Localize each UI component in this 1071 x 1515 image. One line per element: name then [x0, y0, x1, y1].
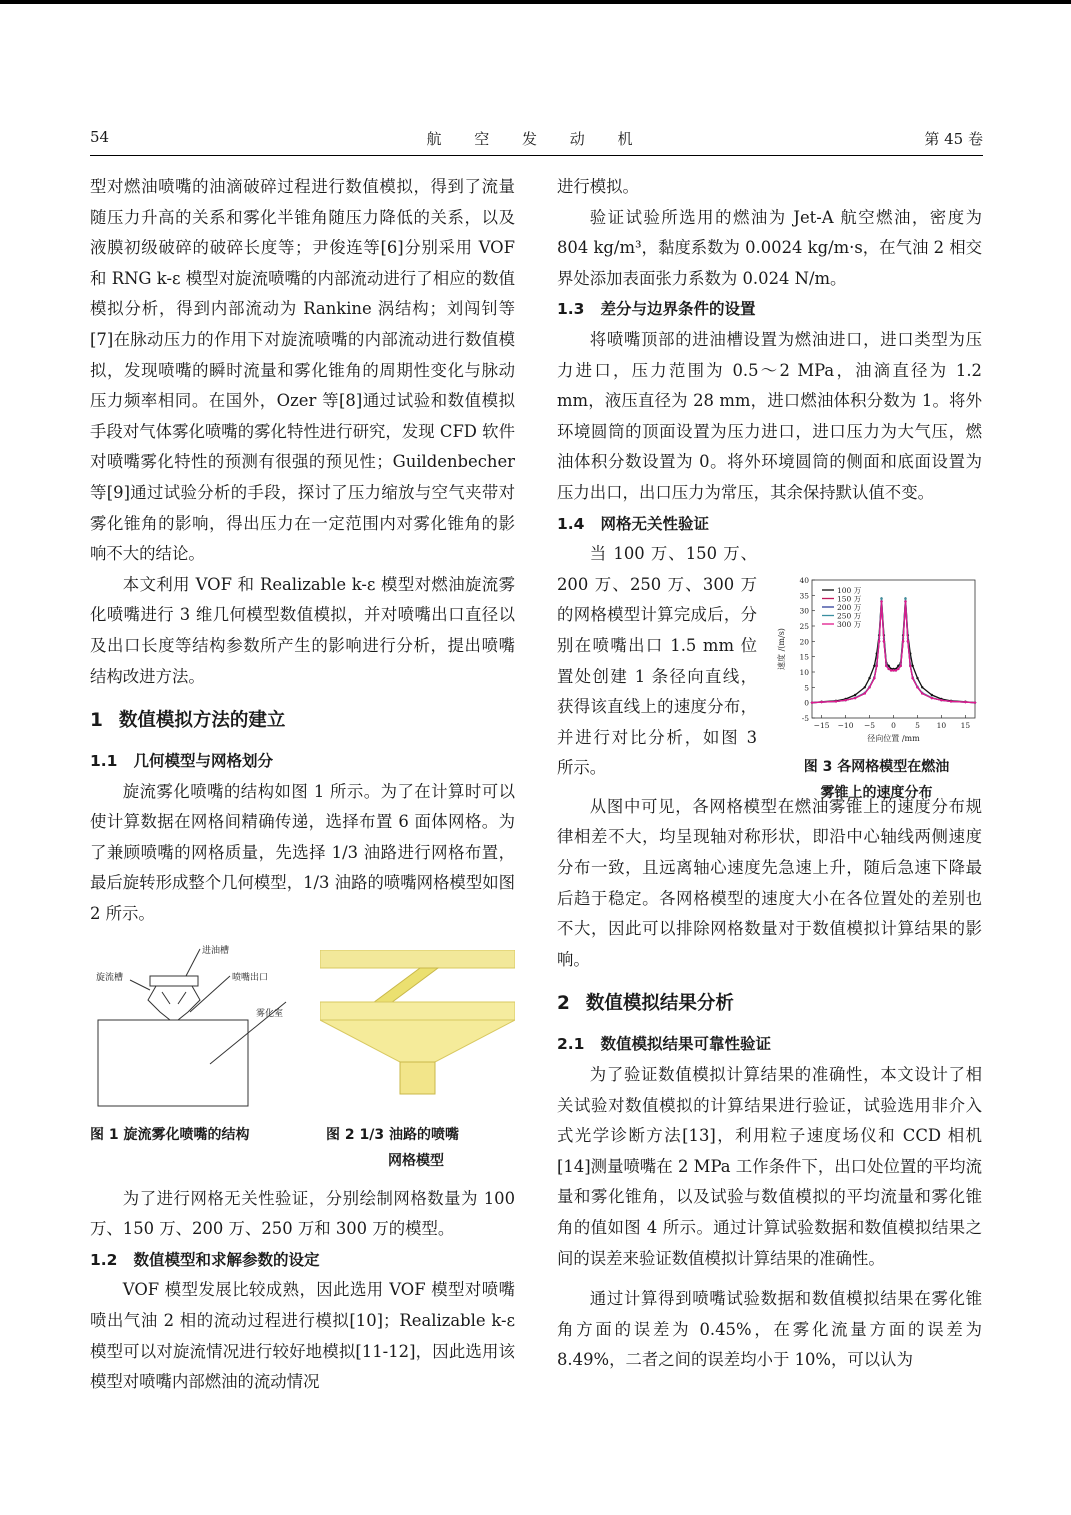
x-tick-label: −15 — [813, 721, 830, 730]
paragraph: VOF 模型发展比较成熟，因此选用 VOF 模型对喷嘴喷出气油 2 相的流动过程进行模拟[10]；Realizable k-ε 模型可以对旋流情况进行较好地模拟[11-12]，因此选用该模型对喷嘴内部燃油的流动情况 — [90, 1280, 515, 1392]
data-point — [904, 600, 906, 602]
section-number: 1.3 — [557, 300, 585, 319]
y-tick-label: 20 — [799, 637, 809, 647]
y-tick-label: 0 — [804, 698, 809, 708]
y-tick-label: 35 — [799, 591, 809, 601]
figure-1-caption: 图 1 旋流雾化喷嘴的结构 — [90, 1126, 250, 1143]
figure-2-mesh-model — [320, 950, 515, 1100]
velocity-chart — [770, 574, 983, 750]
paragraph: 当 100 万、150 万、200 万、250 万、300 万的网格模型计算完成后，分别在喷嘴出口 1.5 mm 位置处创建 1 条径向直线，获得该直线上的速度分布，并进行对比分析，如图 3 所示。 — [557, 544, 757, 778]
section-number: 2 — [557, 993, 570, 1015]
data-point — [921, 692, 923, 694]
section-number: 1.4 — [557, 514, 585, 533]
legend-label: 200 万 — [837, 603, 862, 612]
y-tick-label: 10 — [799, 668, 809, 677]
data-point — [899, 665, 901, 667]
data-point — [880, 597, 882, 599]
legend-label: 300 万 — [837, 620, 862, 629]
data-point — [868, 686, 870, 688]
paragraph: 旋流雾化喷嘴的结构如图 1 所示。为了在计算时可以使计算数据在网格间精确传递，选择布置 6 面体网格。为了兼顾喷嘴的网格质量，先选择 1/3 油路进行网格布置，最后旋转形成整个几何模型，1/3 油路的喷嘴网格模型如图 2 所示。 — [90, 781, 515, 924]
data-point — [854, 697, 856, 699]
section-heading — [557, 989, 982, 1019]
figure-1-nozzle-structure — [90, 944, 305, 1114]
label-swirl-groove: 旋流槽 — [96, 972, 124, 983]
paragraph: 为了进行网格无关性验证，分别绘制网格数量为 100 万、150 万、200 万、250 万和 300 万的模型。 — [90, 1188, 515, 1239]
legend-label: 250 万 — [837, 611, 862, 621]
data-point — [888, 668, 890, 670]
x-tick-label: 5 — [915, 721, 920, 730]
data-point — [844, 699, 846, 701]
journal-title: 航 空 发 动 机 — [426, 130, 647, 148]
section-title: 数值模拟结果可靠性验证 — [600, 1035, 771, 1054]
section-title: 数值模拟方法的建立 — [118, 710, 286, 732]
data-point — [931, 694, 933, 696]
data-point — [864, 692, 866, 694]
section-title: 差分与边界条件的设置 — [600, 300, 756, 319]
data-point — [885, 665, 887, 667]
x-tick-label: −5 — [863, 721, 876, 730]
data-point — [820, 701, 822, 703]
y-tick-label: 25 — [799, 622, 809, 631]
x-tick-label: −10 — [837, 721, 854, 730]
section-title: 几何模型与网格划分 — [133, 752, 273, 771]
data-point — [880, 600, 882, 602]
y-tick-label: 40 — [799, 576, 809, 585]
top-border — [0, 0, 1071, 4]
figure-3 — [770, 574, 983, 806]
volume-label: 第 45 卷 — [924, 130, 983, 148]
paragraph: 通过计算得到喷嘴试验数据和数值模拟结果在雾化锥角方面的误差为 0.45%，在雾化流量方面的误差为 8.49%，二者之间的误差均小于 10%，可以认为 — [557, 1289, 982, 1370]
label-atomization-chamber: 雾化室 — [256, 1008, 284, 1019]
data-point — [902, 640, 904, 642]
figure-2-caption-line1: 图 2 1/3 油路的喷嘴 — [326, 1126, 459, 1143]
data-point — [890, 669, 892, 671]
section-number: 1.1 — [90, 752, 118, 771]
section-number: 1.2 — [90, 1250, 118, 1269]
data-point — [907, 640, 909, 642]
data-point — [876, 665, 878, 667]
subsection-heading — [90, 1245, 515, 1276]
data-point — [950, 700, 952, 702]
figure-3-caption-line2: 雾锥上的速度分布 — [820, 785, 933, 801]
data-point — [911, 677, 913, 679]
data-point — [868, 677, 870, 679]
data-point — [940, 699, 942, 701]
x-axis-label: 径向位置 /mm — [867, 734, 920, 743]
subsection-heading — [557, 294, 982, 325]
paragraph: 本文利用 VOF 和 Realizable k-ε 模型对燃油旋流雾化喷嘴进行 3 维几何模型数值模拟，并对喷嘴出口直径以及出口长度等结构参数所产生的影响进行分析，提出喷嘴结构改进方法。 — [90, 574, 515, 686]
y-tick-label: 5 — [804, 683, 809, 693]
paragraph: 从图中可见，各网格模型在燃油雾锥上的速度分布规律相差不大，均呈现轴对称形状，即沿中心轴线两侧速度分布一致，且远离轴心速度先急速上升，随后急速下降最后趋于稳定。各网格模型的速度大小在各位置处的差别也不大，因此可以排除网格数量对于数值模拟计算结果的影响。 — [557, 796, 982, 969]
data-point — [883, 640, 885, 642]
data-point — [964, 701, 966, 703]
data-point — [904, 597, 906, 599]
legend-label: 100 万 — [837, 586, 862, 595]
data-point — [864, 686, 866, 688]
subsection-heading — [90, 746, 515, 777]
data-point — [916, 686, 918, 688]
y-tick-label: 15 — [799, 652, 809, 662]
data-point — [892, 669, 894, 671]
data-point — [909, 665, 911, 667]
data-point — [835, 700, 837, 702]
data-point — [854, 694, 856, 696]
figures-1-2 — [90, 944, 515, 1174]
y-tick-label: 30 — [799, 606, 809, 616]
section-number: 2.1 — [557, 1035, 585, 1054]
paragraph: 验证试验所选用的燃油为 Jet-A 航空燃油，密度为 804 kg/m³，黏度系数为 0.0024 kg/m·s，在气油 2 相交界处添加表面张力系数为 0.024 N/m。 — [557, 207, 982, 288]
data-point — [897, 668, 899, 670]
x-tick-label: 15 — [960, 721, 971, 730]
section-title: 网格无关性验证 — [600, 514, 709, 533]
data-point — [911, 665, 913, 667]
label-inlet-groove: 进油槽 — [202, 945, 230, 956]
figure-2-caption-line2: 网格模型 — [388, 1152, 444, 1169]
label-nozzle-outlet: 喷嘴出口 — [232, 972, 269, 983]
data-point — [873, 677, 875, 679]
data-point — [895, 669, 897, 671]
y-axis-label: 速度 /(m/s) — [777, 628, 786, 670]
data-point — [931, 697, 933, 699]
x-tick-label: 0 — [891, 721, 896, 730]
left-column — [90, 172, 515, 1398]
paragraph: 进行模拟。 — [557, 177, 639, 196]
page-number: 54 — [90, 128, 110, 146]
subsection-heading — [557, 509, 982, 540]
section-title: 数值模拟结果分析 — [585, 993, 734, 1015]
header-rule — [90, 155, 983, 156]
data-point — [921, 686, 923, 688]
y-tick-label: -5 — [801, 714, 809, 723]
figure-3-caption-line1: 图 3 各网格模型在燃油 — [803, 759, 950, 775]
x-tick-label: 10 — [936, 721, 947, 730]
data-point — [974, 701, 976, 703]
data-point — [811, 701, 813, 703]
paragraph: 型对燃油喷嘴的油滴破碎过程进行数值模拟，得到了流量随压力升高的关系和雾化半锥角随压力降低的关系，以及液膜初级破碎的破碎长度等；尹俊连等[6]分别采用 VOF 和 RNG k-ε 模型对旋流喷嘴的内部流动进行了相应的数值模拟分析，得到内部流动为 Rankine 涡结构；刘闯钊等[7]在脉动压力的作用下对旋流喷嘴的内部流动进行数值模拟，发现喷嘴的瞬时流量和雾化锥角的周期性变化与脉动压力频率相同。在国外，Ozer 等[8]通过试验和数值模拟手段对气体雾化喷嘴的雾化特性进行研究，发现 CFD 软件对喷嘴雾化特性的预测有很强的预见性；Guildenbecher 等[9]通过试验分析的手段，探讨了压力缩放与空气夹带对雾化锥角的影响，得出压力在一定范围内对雾化锥角的影响不大的结论。 — [90, 177, 515, 564]
data-point — [873, 665, 875, 667]
section-heading — [90, 706, 515, 736]
section-title: 数值模型和求解参数的设定 — [133, 1250, 320, 1269]
paragraph: 将喷嘴顶部的进油槽设置为燃油进口，进口类型为压力进口，压力范围为 0.5～2 MPa，油滴直径为 1.2 mm，液压直径为 28 mm，进口燃油体积分数为 1。将外环境圆筒的顶面设置为压力进口，进口压力为大气压，燃油体积分数设置为 0。将外环境圆筒的侧面和底面设置为压力出口，出口压力为常压，其余保持默认值不变。 — [557, 329, 982, 502]
section-number: 1 — [90, 710, 103, 732]
running-header — [90, 128, 983, 154]
data-point — [916, 677, 918, 679]
data-point — [878, 640, 880, 642]
paragraph: 为了验证数值模拟计算结果的准确性，本文设计了相关试验对数值模拟的计算结果进行验证，试验选用非介入式光学诊断方法[13]，利用粒子速度场仪和 CCD 相机[14]测量喷嘴在 2 MPa 工作条件下，出口处位置的平均流量和雾化锥角，以及试验与数值模拟的平均流量和雾化锥角的值如图 4 所示。通过计算试验数据和数值模拟结果之间的误差来验证数值模拟计算结果的准确性。 — [557, 1065, 982, 1268]
legend-label: 150 万 — [837, 594, 862, 604]
subsection-heading — [557, 1029, 982, 1060]
